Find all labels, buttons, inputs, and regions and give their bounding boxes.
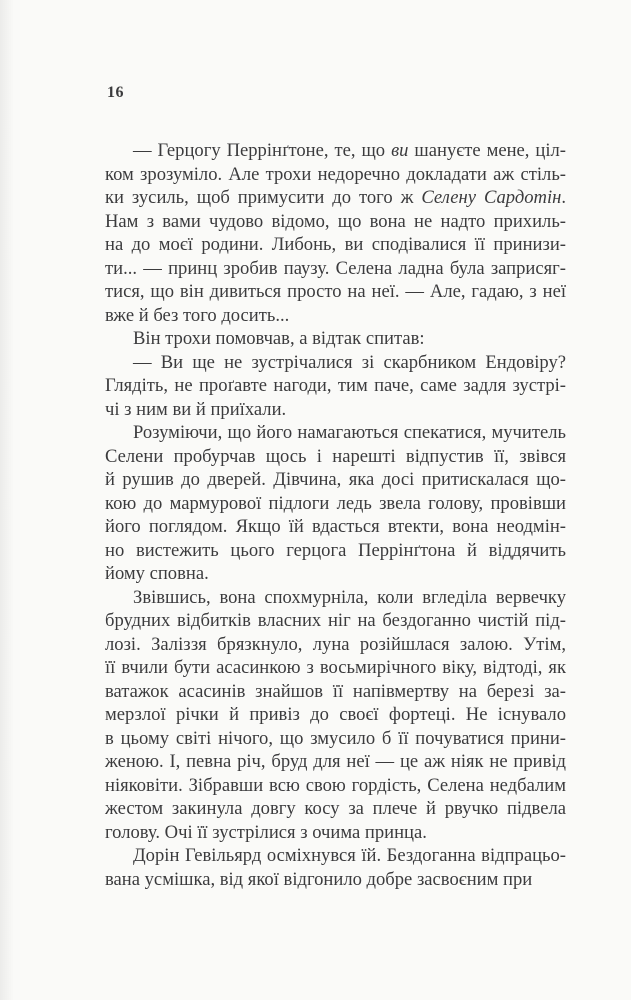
text-line: брудних відбитків власних ніг на бездоганно чистій під-	[105, 610, 566, 631]
text-line: й рушив до дверей. Дівчина, яка досі притискалася що-	[105, 469, 566, 490]
text-line: Він трохи помовчав, а відтак спитав:	[133, 328, 425, 349]
text-line: чі з ним ви й приїхали.	[105, 398, 287, 420]
text-line: — Ви ще не зустрічалися зі скарбником Ендовіру?	[133, 351, 566, 373]
text-block	[105, 139, 566, 891]
paragraph	[105, 844, 566, 891]
text-line: лозі. Заліззя брязкнуло, луна розійшлася залою. Утім,	[105, 633, 566, 655]
text-line: тися, що він дивиться просто на неї. — Але, гадаю, з неї	[105, 281, 566, 302]
text-line: ватажок асасинів знайшов її напівмертву на березі за-	[105, 680, 566, 702]
text-line: но вистежить цього герцога Перрінґтона й віддячить	[105, 539, 566, 561]
text-line: Розуміючи, що його намагаються спекатися, мучитель	[133, 422, 566, 443]
text-line: мерзлої річки й привіз до своєї фортеці. Не існувало	[105, 704, 566, 725]
text-line: ки зусиль, щоб примусити до того ж Селену Сардотін.	[105, 187, 566, 208]
text-line: кою до мармурової підлоги ледь звела голову, провівши	[105, 492, 566, 514]
scan-edge-shadow	[0, 0, 14, 1000]
text-line: вже й без того досить...	[105, 304, 290, 326]
text-line: на до моєї родини. Либонь, ви сподівалися її принизи-	[105, 234, 566, 255]
text-line: Глядіть, не проґавте нагоди, тим паче, саме задля зустрі-	[105, 375, 566, 396]
text-line: в цьому світі нічого, що змусило б її почуватися прини-	[105, 727, 566, 749]
text-line: вана усмішка, від якої відгонило добре засвоєним при	[105, 868, 533, 890]
text-line: голову. Очі її зустрілися з очима принца.	[105, 821, 427, 843]
text-line: йому сповна.	[105, 563, 209, 584]
paragraph	[105, 351, 566, 422]
text-line: Звівшись, вона спохмурніла, коли вгледіла вервечку	[133, 586, 566, 608]
paragraph	[105, 421, 566, 586]
text-line: жестом закинула довгу косу за плече й рвучко підвела	[105, 798, 566, 819]
text-line: її вчили бути асасинкою з восьмирічного віку, відтоді, як	[105, 657, 566, 678]
text-line: женою. І, певна річ, бруд для неї — це аж ніяк не привід	[105, 751, 566, 772]
text-line: Дорін Гевільярд осміхнувся їй. Бездоганна відпрацьо-	[133, 845, 566, 866]
paragraph	[105, 327, 566, 351]
text-line: Нам з вами чудово відомо, що вона не надто прихиль-	[105, 210, 566, 232]
text-line: ніяковіти. Зібравши всю свою гордість, Селена недбалим	[105, 774, 566, 796]
paragraph	[105, 586, 566, 845]
text-line: ком зрозуміло. Але трохи недоречно докладати аж стіль-	[105, 163, 566, 185]
page-number: 16	[107, 84, 124, 101]
text-line: ти... — принц зробив паузу. Селена ладна була заприсяг-	[105, 257, 566, 279]
paragraph	[105, 139, 566, 327]
text-line: — Герцогу Перрінґтоне, те, що ви шануєте мене, ціл-	[133, 140, 566, 161]
text-line: його поглядом. Якщо їй вдасться втекти, вона неодмін-	[105, 516, 566, 537]
text-line: Селени пробурчав щось і нарешті відпустив її, звівся	[105, 445, 566, 467]
